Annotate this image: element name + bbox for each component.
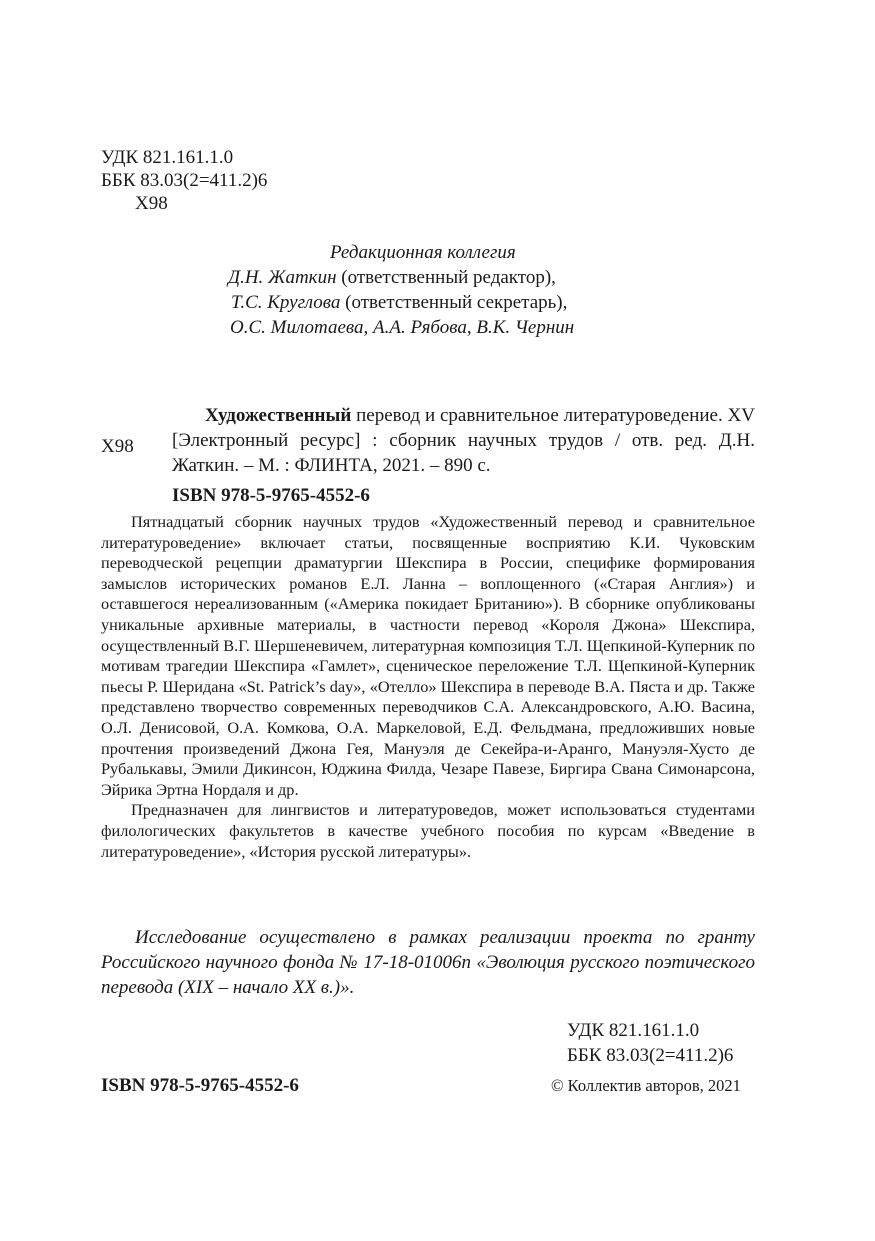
grant-note: Исследование осуществлено в рамках реализации проекта по гранту Российского научного фонда № 17-18-01006п «Эволюция русского поэтического перевода (XIX – начало XX в.)».	[101, 927, 755, 998]
bib-description: перевод и сравнительное литературоведение. XV [Электронный ресурс] : сборник научных трудов / отв. ред. Д.Н. Жаткин. – М. : ФЛИНТА, 2021. – 890 с.	[172, 405, 755, 476]
isbn-top: ISBN 978-5-9765-4552-6	[172, 485, 370, 506]
member-2-name: Т.С. Круглова	[231, 292, 341, 313]
abstract-paragraph-1: Пятнадцатый сборник научных трудов «Художественный перевод и сравнительное литературоведение» включает статьи, посвященные восприятию К.И. Чуковским переводческой рецепции драматургии Шекспира в России, специфике формирования замыслов исторических романов Е.Л. Ланна – воплощенного («Старая Англия») и оставшегося нереализованным («Америка покидает Британию»). В сборнике опубликованы уникальные архивные материалы, в частности перевод «Короля Джона» Шекспира, осуществленный В.Г. Шершеневичем, литературная композиция Т.Л. Щепкиной-Куперник по мотивам трагедии Шекспира «Гамлет», сценическое переложение Т.Л. Щепкиной-Куперник пьесы Р. Шеридана «St. Patrick’s day», «Отелло» Шекспира в переводе В.А. Пяста и др. Также представлено творчество современных переводчиков С.А. Александровского, А.Ю. Васина, О.Л. Денисовой, О.А. Комкова, О.А. Маркеловой, Е.Д. Фельдмана, предложивших новые прочтения произведений Джона Гея, Мануэля де Секейра-и-Аранго, Мануэля-Хусто де Рубалькавы, Эмили Дикинсон, Юджина Филда, Чезаре Павезе, Биргира Свана Симонарсона, Эйрика Эртна Нордаля и др.	[101, 512, 755, 799]
footer-codes	[567, 1018, 733, 1068]
author-code: Х98	[135, 193, 168, 214]
bib-title-bold: Художественный	[205, 405, 352, 426]
member-1-name: Д.Н. Жаткин	[228, 267, 337, 288]
board-member-1	[228, 265, 574, 290]
editorial-board	[228, 240, 574, 340]
udk-code: УДК 821.161.1.0	[101, 147, 234, 168]
classification-codes	[101, 146, 267, 215]
isbn-bottom: ISBN 978-5-9765-4552-6	[101, 1075, 299, 1096]
abstract-paragraph-2: Предназначен для лингвистов и литературоведов, может использоваться студентами филологических факультетов в качестве учебного пособия по курсам «Введение в литературоведение», «История русской литературы».	[101, 800, 755, 861]
bibliographic-record	[172, 403, 755, 478]
board-members-3: О.С. Милотаева, А.А. Рябова, В.К. Чернин	[230, 317, 575, 338]
bbk-code: ББК 83.03(2=411.2)6	[101, 170, 268, 191]
board-heading: Редакционная коллегия	[330, 242, 516, 263]
abstract	[101, 512, 755, 862]
board-member-2	[228, 290, 574, 315]
member-2-role: (ответственный секретарь),	[340, 292, 568, 313]
member-1-role: (ответственный редактор),	[336, 267, 556, 288]
copyright: © Коллектив авторов, 2021	[551, 1076, 741, 1095]
footer-udk: УДК 821.161.1.0	[567, 1020, 700, 1041]
footer-bbk: ББК 83.03(2=411.2)6	[567, 1045, 734, 1066]
bib-author-code: Х98	[101, 436, 134, 457]
